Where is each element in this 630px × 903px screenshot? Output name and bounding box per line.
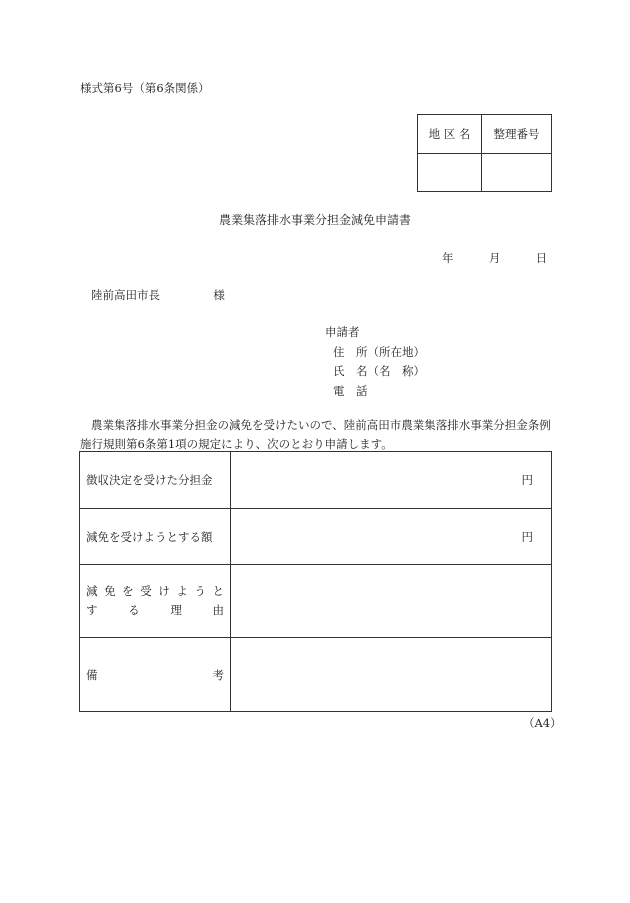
- reason-char: う: [194, 584, 206, 598]
- date-day-label: 日: [535, 251, 548, 265]
- date-line: [442, 250, 547, 266]
- addressee-name: 陸前高田市長: [91, 288, 160, 302]
- yen-unit: 円: [521, 473, 533, 487]
- applicant-heading: 申請者: [325, 325, 360, 339]
- date-month-label: 月: [488, 251, 501, 265]
- reason-char: よ: [176, 584, 188, 598]
- applicant-name-label: 氏 名（名 称）: [333, 364, 425, 378]
- district-name-cell[interactable]: [418, 154, 482, 192]
- addressee-honorific: 様: [213, 288, 225, 302]
- reason-char: を: [122, 584, 134, 598]
- reduction-amount-label: 減免を受けようとする額: [80, 509, 231, 565]
- addressee: [91, 287, 225, 303]
- date-year-label: 年: [442, 251, 454, 265]
- reason-field[interactable]: [231, 565, 552, 638]
- remarks-field[interactable]: [231, 638, 552, 712]
- applicant-block: [325, 323, 425, 401]
- reason-char: る: [128, 603, 140, 617]
- reason-char: す: [86, 603, 98, 617]
- district-name-header: 地 区 名: [418, 115, 482, 154]
- form-number: 様式第6号（第6条関係）: [80, 81, 210, 95]
- application-table: [79, 451, 552, 712]
- office-use-table: [417, 114, 552, 192]
- reason-char: 免: [104, 584, 116, 598]
- reference-number-header: 整理番号: [482, 115, 552, 154]
- reason-char: 理: [170, 603, 182, 617]
- table-row: [80, 565, 552, 638]
- reduction-amount-field[interactable]: [231, 509, 552, 565]
- table-row: [80, 638, 552, 712]
- applicant-phone-label: 電 話: [333, 383, 368, 398]
- paper-size-note: （A4）: [523, 716, 562, 730]
- reason-char: け: [158, 584, 170, 598]
- levied-amount-field[interactable]: [231, 452, 552, 509]
- table-row: [80, 509, 552, 565]
- reason-char: と: [212, 584, 224, 598]
- yen-unit: 円: [521, 529, 533, 544]
- reason-char: 受: [140, 584, 152, 598]
- levied-amount-label: 徴収決定を受けた分担金: [80, 452, 231, 509]
- document-title: 農業集落排水事業分担金減免申請書: [218, 213, 411, 227]
- reason-label: [80, 565, 231, 638]
- applicant-address-label: 住 所（所在地）: [333, 344, 425, 359]
- remarks-char: 考: [212, 667, 224, 682]
- reason-char: 減: [86, 584, 98, 598]
- table-row: [80, 452, 552, 509]
- reference-number-cell[interactable]: [482, 154, 552, 192]
- application-statement: 農業集落排水事業分担金の減免を受けたいので、陸前高田市農業集落排水事業分担金条例施行規則第6条第1項の規定により、次のとおり申請します。: [80, 418, 551, 451]
- remarks-char: 備: [86, 667, 98, 682]
- remarks-label: [80, 638, 231, 712]
- reason-char: 由: [212, 603, 224, 617]
